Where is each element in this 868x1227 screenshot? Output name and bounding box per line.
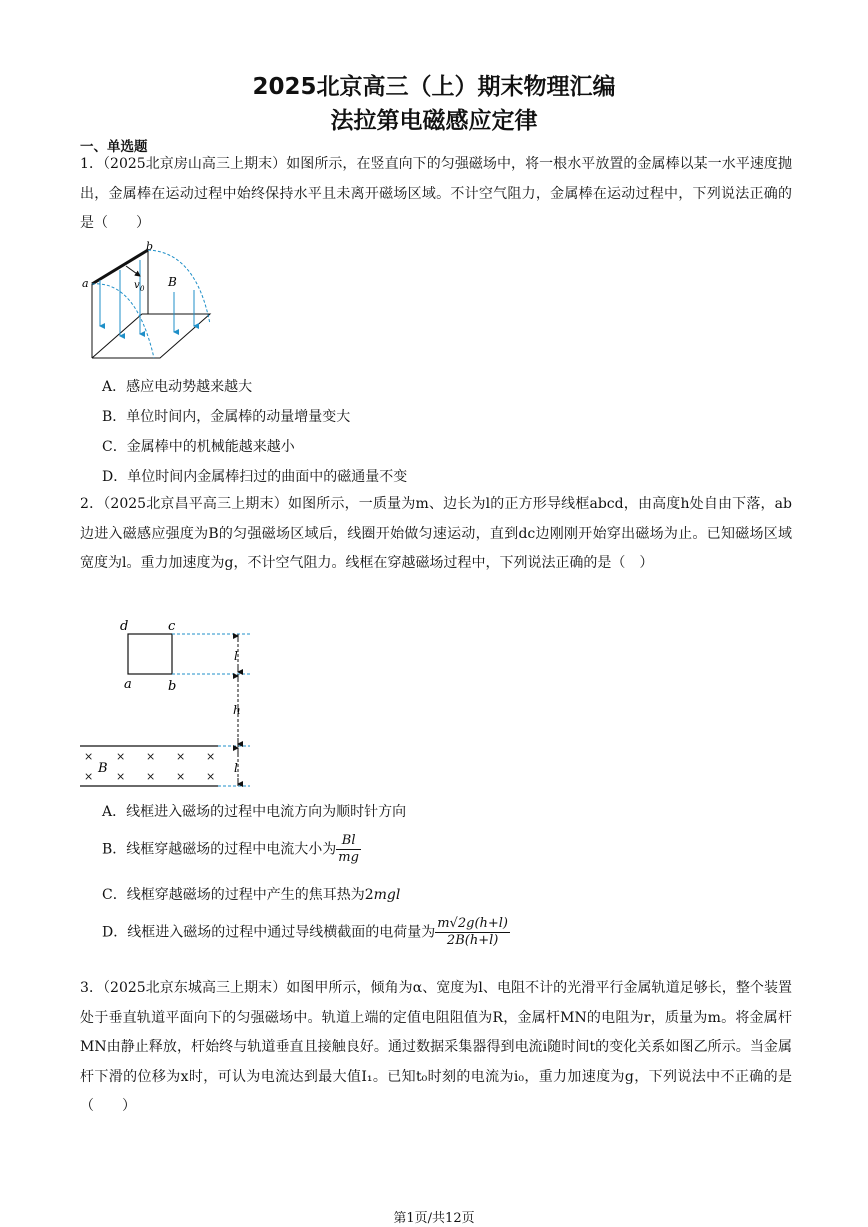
fraction-denominator: 2B(h+l) xyxy=(446,933,499,948)
fig1-label-a: a xyxy=(82,277,89,290)
fraction-numerator: Bl xyxy=(336,833,361,850)
fig2-cross: × xyxy=(84,770,94,783)
question-2-figure xyxy=(78,614,258,794)
question-1-option-a: A．感应电动势越来越大 xyxy=(102,379,253,395)
fig1-label-v-sub: 0 xyxy=(140,285,145,293)
fig2-label-a: a xyxy=(124,677,132,692)
question-2-option-b xyxy=(102,833,361,866)
question-2-option-d xyxy=(102,916,510,949)
fig2-cross: × xyxy=(116,770,126,783)
fig1-label-v: v xyxy=(134,280,140,291)
fig2-label-h: h xyxy=(233,703,241,717)
fig2-cross: × xyxy=(84,750,94,763)
fig1-label-B: B xyxy=(168,275,177,289)
question-1-option-c: C．金属棒中的机械能越来越小 xyxy=(102,439,295,455)
fig2-label-B: B xyxy=(98,761,108,776)
fig2-label-c: c xyxy=(168,619,176,634)
fig2-label-b: b xyxy=(168,679,177,694)
question-1-figure xyxy=(78,240,218,365)
fig2-cross: × xyxy=(116,750,126,763)
question-2-option-a: A．线框进入磁场的过程中电流方向为顺时针方向 xyxy=(102,804,407,820)
fig2-cross: × xyxy=(146,770,156,783)
question-2-option-d-fraction xyxy=(435,916,510,949)
question-2-option-b-text: B．线框穿越磁场的过程中电流大小为 xyxy=(102,841,337,858)
question-2-option-d-text: D．线框进入磁场的过程中通过导线横截面的电荷量为 xyxy=(102,924,436,941)
question-2-option-c-math: mgl xyxy=(373,887,401,903)
question-1-option-d: D．单位时间内金属棒扫过的曲面中的磁通量不变 xyxy=(102,469,408,485)
fig2-label-l-bottom: l xyxy=(234,761,238,775)
fraction-numerator: m√2g(h+l) xyxy=(437,916,509,931)
page-number: 第1页/共12页 xyxy=(393,1211,475,1226)
question-2-option-c xyxy=(102,884,400,904)
document-title: 2025北京高三（上）期末物理汇编 xyxy=(252,74,616,100)
question-2-option-b-fraction xyxy=(336,833,361,866)
fig2-cross: × xyxy=(176,770,186,783)
question-2-stem: 2．（2025北京昌平高三上期末）如图所示，一质量为m、边长为l的正方形导线框abcd，由高度h处自由下落，ab边进入磁感应强度为B的匀强磁场区域后，线圈开始做匀速运动，直到dc边刚刚开始穿出磁场为止。已知磁场区域宽度为l。重力加速度为g，不计空气阻力。线框在穿越磁场过程中，下列说法正确的是（ ） xyxy=(80,496,792,571)
fig2-cross: × xyxy=(206,750,216,763)
fig2-cross: × xyxy=(176,750,186,763)
fig2-label-l-top: l xyxy=(234,649,238,663)
fig2-cross: × xyxy=(146,750,156,763)
question-1-option-b: B．单位时间内，金属棒的动量增量变大 xyxy=(102,409,351,425)
question-3-stem: 3．（2025北京东城高三上期末）如图甲所示，倾角为α、宽度为l、电阻不计的光滑平行金属轨道足够长，整个装置处于垂直轨道平面向下的匀强磁场中。轨道上端的定值电阻阻值为R，金属杆MN的电阻为r，质量为m。将金属杆MN由静止释放，杆始终与轨道垂直且接触良好。通过数据采集器得到电流i随时间t的变化关系如图乙所示。当金属杆下滑的位移为x时，可认为电流达到最大值I₁。已知t₀时刻的电流为i₀，重力加速度为g，下列说法中不正确的是（ ） xyxy=(80,980,792,1114)
question-1-stem: 1．（2025北京房山高三上期末）如图所示，在竖直向下的匀强磁场中，将一根水平放置的金属棒以某一水平速度抛出，金属棒在运动过程中始终保持水平且未离开磁场区域。不计空气阻力，金属棒在运动过程中，下列说法正确的是（ ） xyxy=(80,156,792,231)
document-subtitle: 法拉第电磁感应定律 xyxy=(330,108,538,134)
fig2-label-d: d xyxy=(120,619,129,634)
fraction-denominator: mg xyxy=(338,850,359,865)
question-2-option-c-text: C．线框穿越磁场的过程中产生的焦耳热为2 xyxy=(102,887,374,903)
section-heading: 一、单选题 xyxy=(80,139,148,155)
fig2-cross: × xyxy=(206,770,216,783)
fig1-label-b: b xyxy=(146,240,154,253)
